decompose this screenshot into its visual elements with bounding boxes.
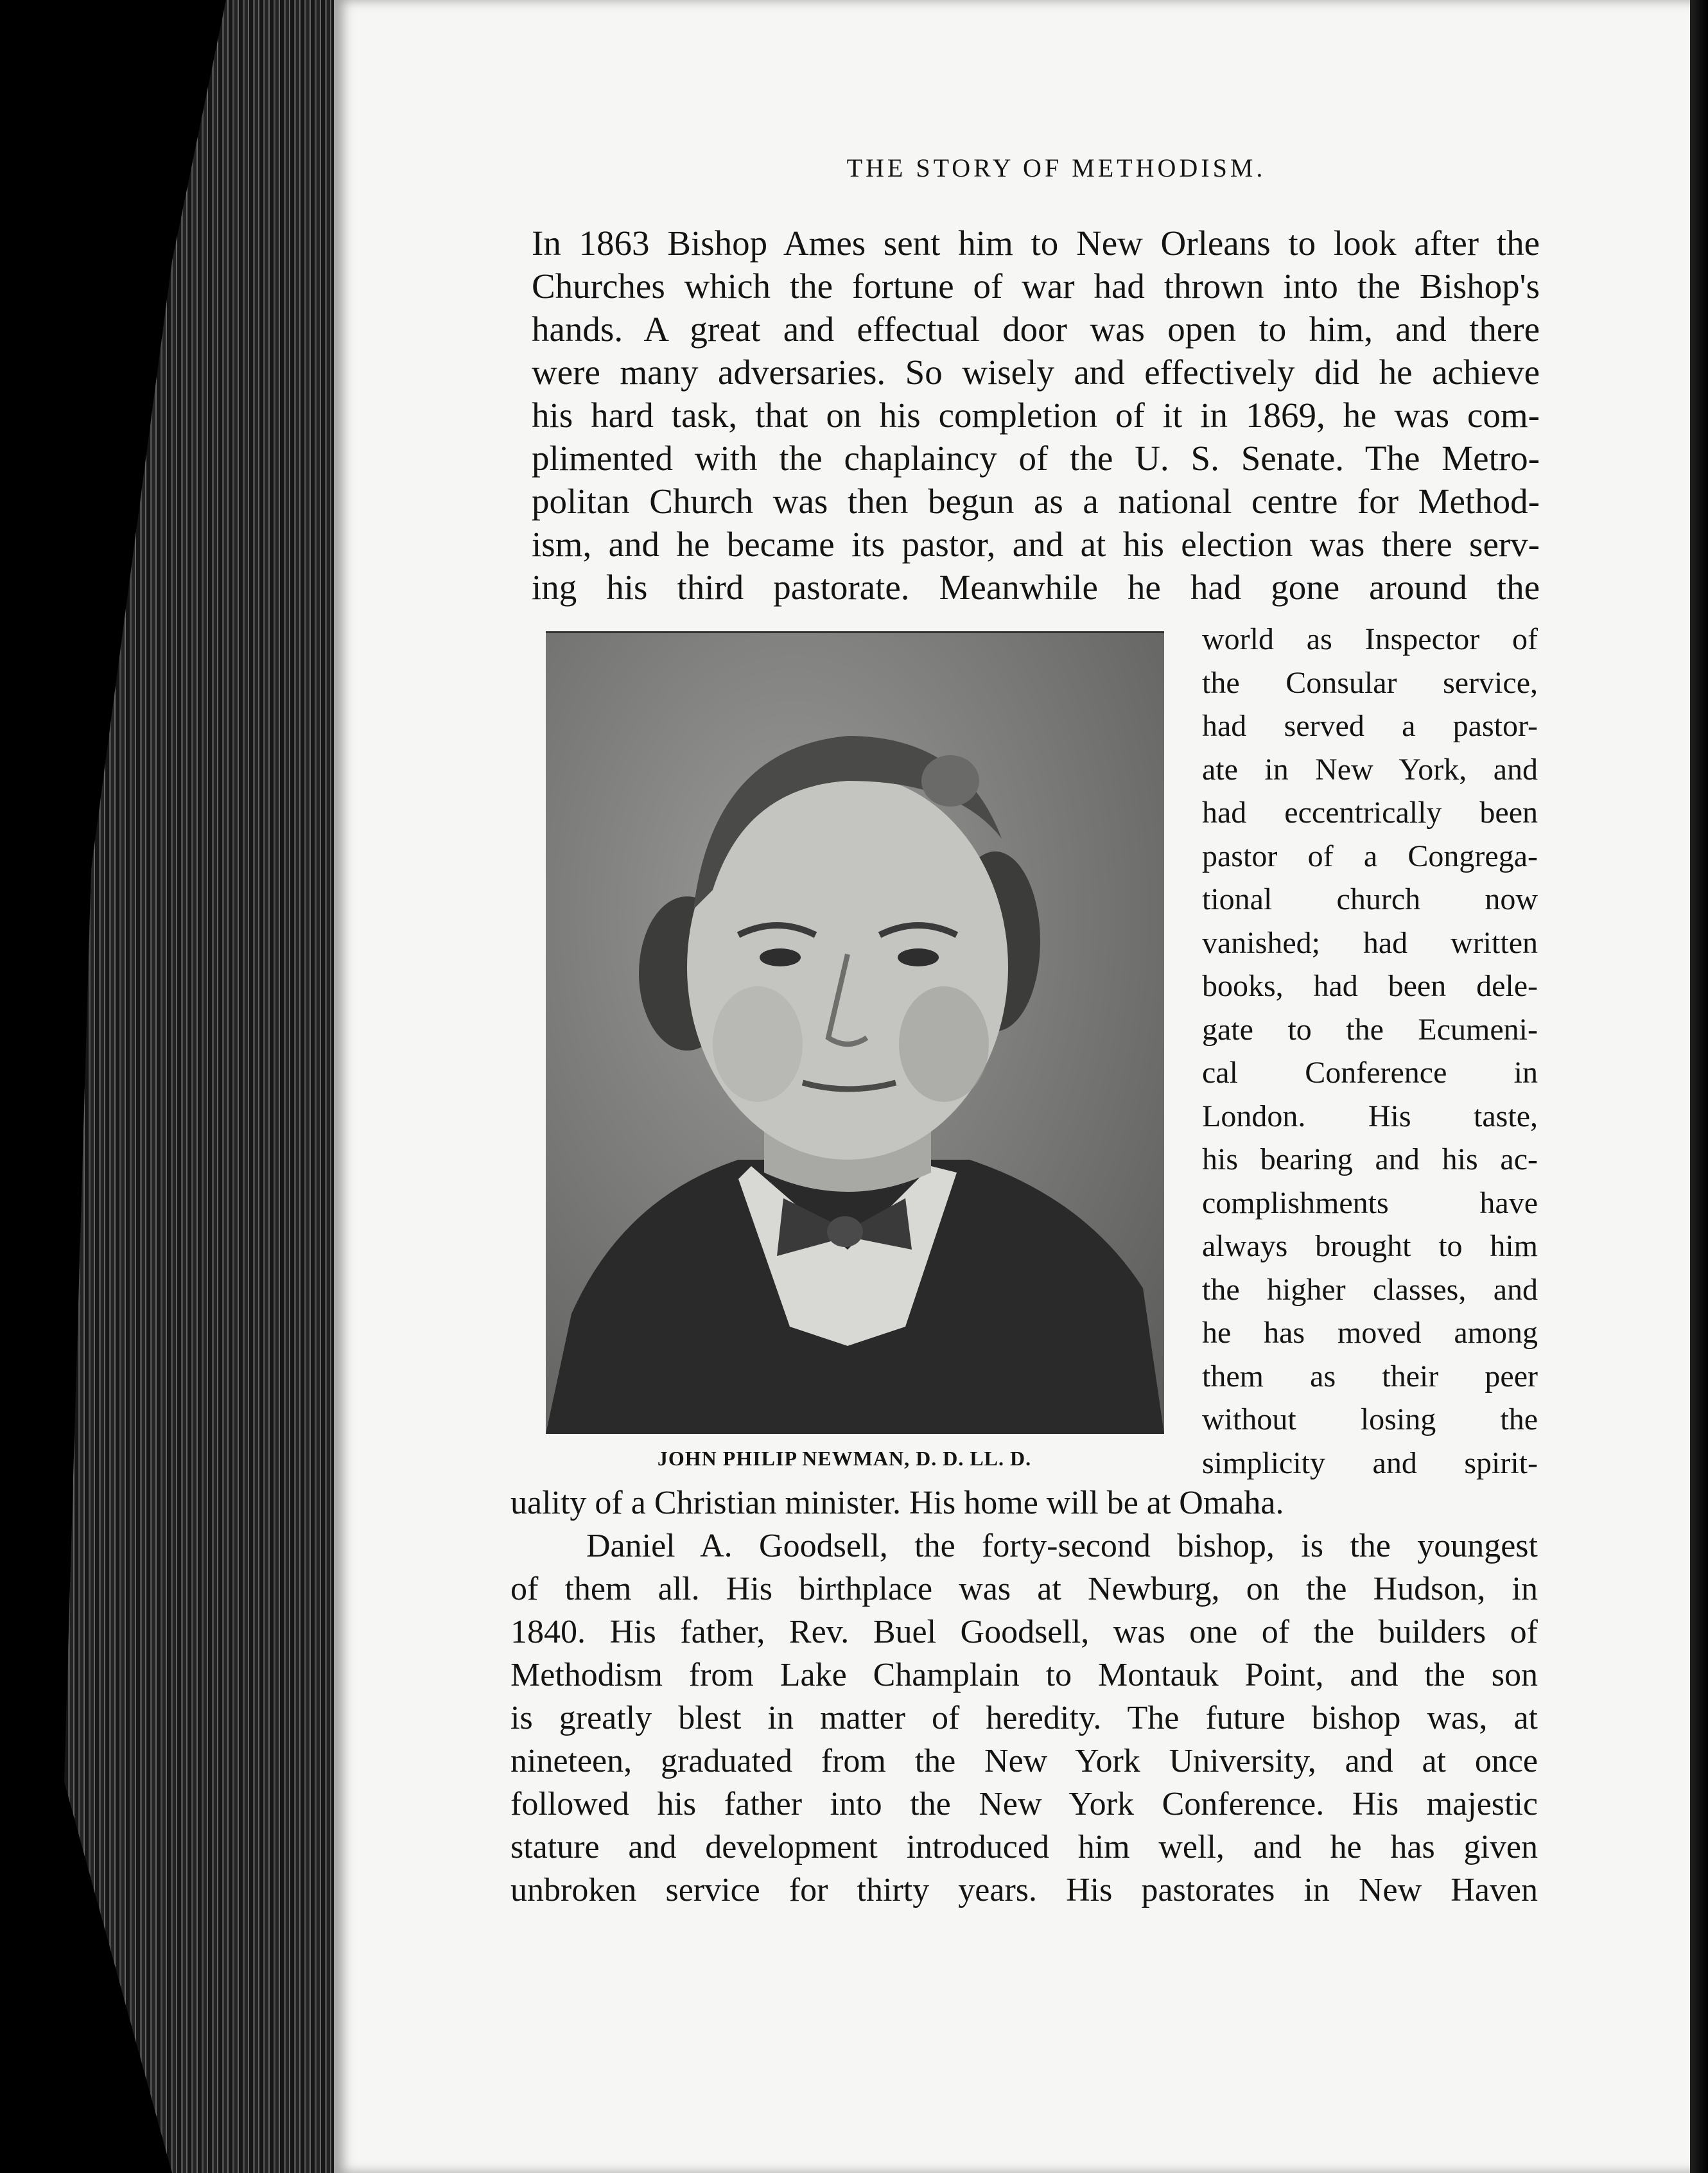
running-head: THE STORY OF METHODISM. xyxy=(846,153,1266,182)
text-line: his hard task, that on his completion of it in 1869, he was com- xyxy=(532,396,1540,435)
text-line: pastor of a Congrega- xyxy=(1202,839,1538,873)
text-line: 1840. His father, Rev. Buel Goodsell, was one of the builders of xyxy=(510,1614,1538,1650)
text-line: cal Conference in xyxy=(1202,1056,1538,1090)
text-line: Daniel A. Goodsell, the forty-second bishop, is the youngest xyxy=(586,1528,1538,1564)
text-line: hands. A great and effectual door was open to him, and there xyxy=(532,310,1540,349)
text-line: Methodism from Lake Champlain to Montauk Point, and the son xyxy=(510,1657,1538,1693)
text-line: he has moved among xyxy=(1202,1316,1538,1350)
portrait-illustration xyxy=(546,633,1164,1434)
text-line: tional church now xyxy=(1202,882,1538,916)
text-line: Churches which the fortune of war had thrown into the Bishop's xyxy=(532,266,1540,306)
text-line: without losing the xyxy=(1202,1402,1538,1436)
text-line: world as Inspector of xyxy=(1202,622,1538,656)
text-line: followed his father into the New York Conference. His majestic xyxy=(510,1786,1538,1822)
paragraph-top xyxy=(532,222,1540,609)
text-line: his bearing and his ac- xyxy=(1202,1142,1538,1176)
portrait-caption: JOHN PHILIP NEWMAN, D. D. LL. D. xyxy=(657,1447,1032,1470)
text-line: them as their peer xyxy=(1202,1359,1538,1393)
text-line: always brought to him xyxy=(1202,1229,1538,1263)
text-line: is greatly blest in matter of heredity. The future bishop was, at xyxy=(510,1700,1538,1736)
text-line: unbroken service for thirty years. His pastorates in New Haven xyxy=(510,1872,1538,1908)
text-line: the higher classes, and xyxy=(1202,1272,1538,1307)
text-line: uality of a Christian minister. His home will be at Omaha. xyxy=(510,1485,1284,1521)
binding-shadow xyxy=(1690,0,1708,2173)
text-line: gate to the Ecumeni- xyxy=(1202,1012,1538,1047)
text-line: the Consular service, xyxy=(1202,665,1538,700)
wrap-column xyxy=(1202,618,1538,1485)
text-line: nineteen, graduated from the New York University, and at once xyxy=(510,1743,1538,1779)
text-line: were many adversaries. So wisely and effectively did he achieve xyxy=(532,353,1540,392)
text-line: simplicity and spirit- xyxy=(1202,1445,1538,1480)
text-line: ing his third pastorate. Meanwhile he had gone around the xyxy=(532,568,1540,607)
text-line: ism, and he became its pastor, and at his election was there serv- xyxy=(532,525,1540,564)
text-line: London. His taste, xyxy=(1202,1099,1538,1133)
text-line: had served a pastor- xyxy=(1202,709,1538,743)
text-line: ate in New York, and xyxy=(1202,752,1538,787)
book-page-edges xyxy=(64,0,334,2173)
text-line: stature and development introduced him well, and he has given xyxy=(510,1829,1538,1865)
text-line: vanished; had written xyxy=(1202,925,1538,960)
text-line: complishments have xyxy=(1202,1185,1538,1220)
text-line: had eccentrically been xyxy=(1202,796,1538,830)
text-line: books, had been dele- xyxy=(1202,969,1538,1003)
text-line: plimented with the chaplaincy of the U. S. Senate. The Metro- xyxy=(532,439,1540,478)
text-line: of them all. His birthplace was at Newburg, on the Hudson, in xyxy=(510,1571,1538,1607)
portrait-photo xyxy=(546,631,1164,1434)
paragraph-bottom xyxy=(510,1481,1538,1912)
text-line: politan Church was then begun as a national centre for Method- xyxy=(532,482,1540,521)
text-line: In 1863 Bishop Ames sent him to New Orleans to look after the xyxy=(532,223,1540,263)
